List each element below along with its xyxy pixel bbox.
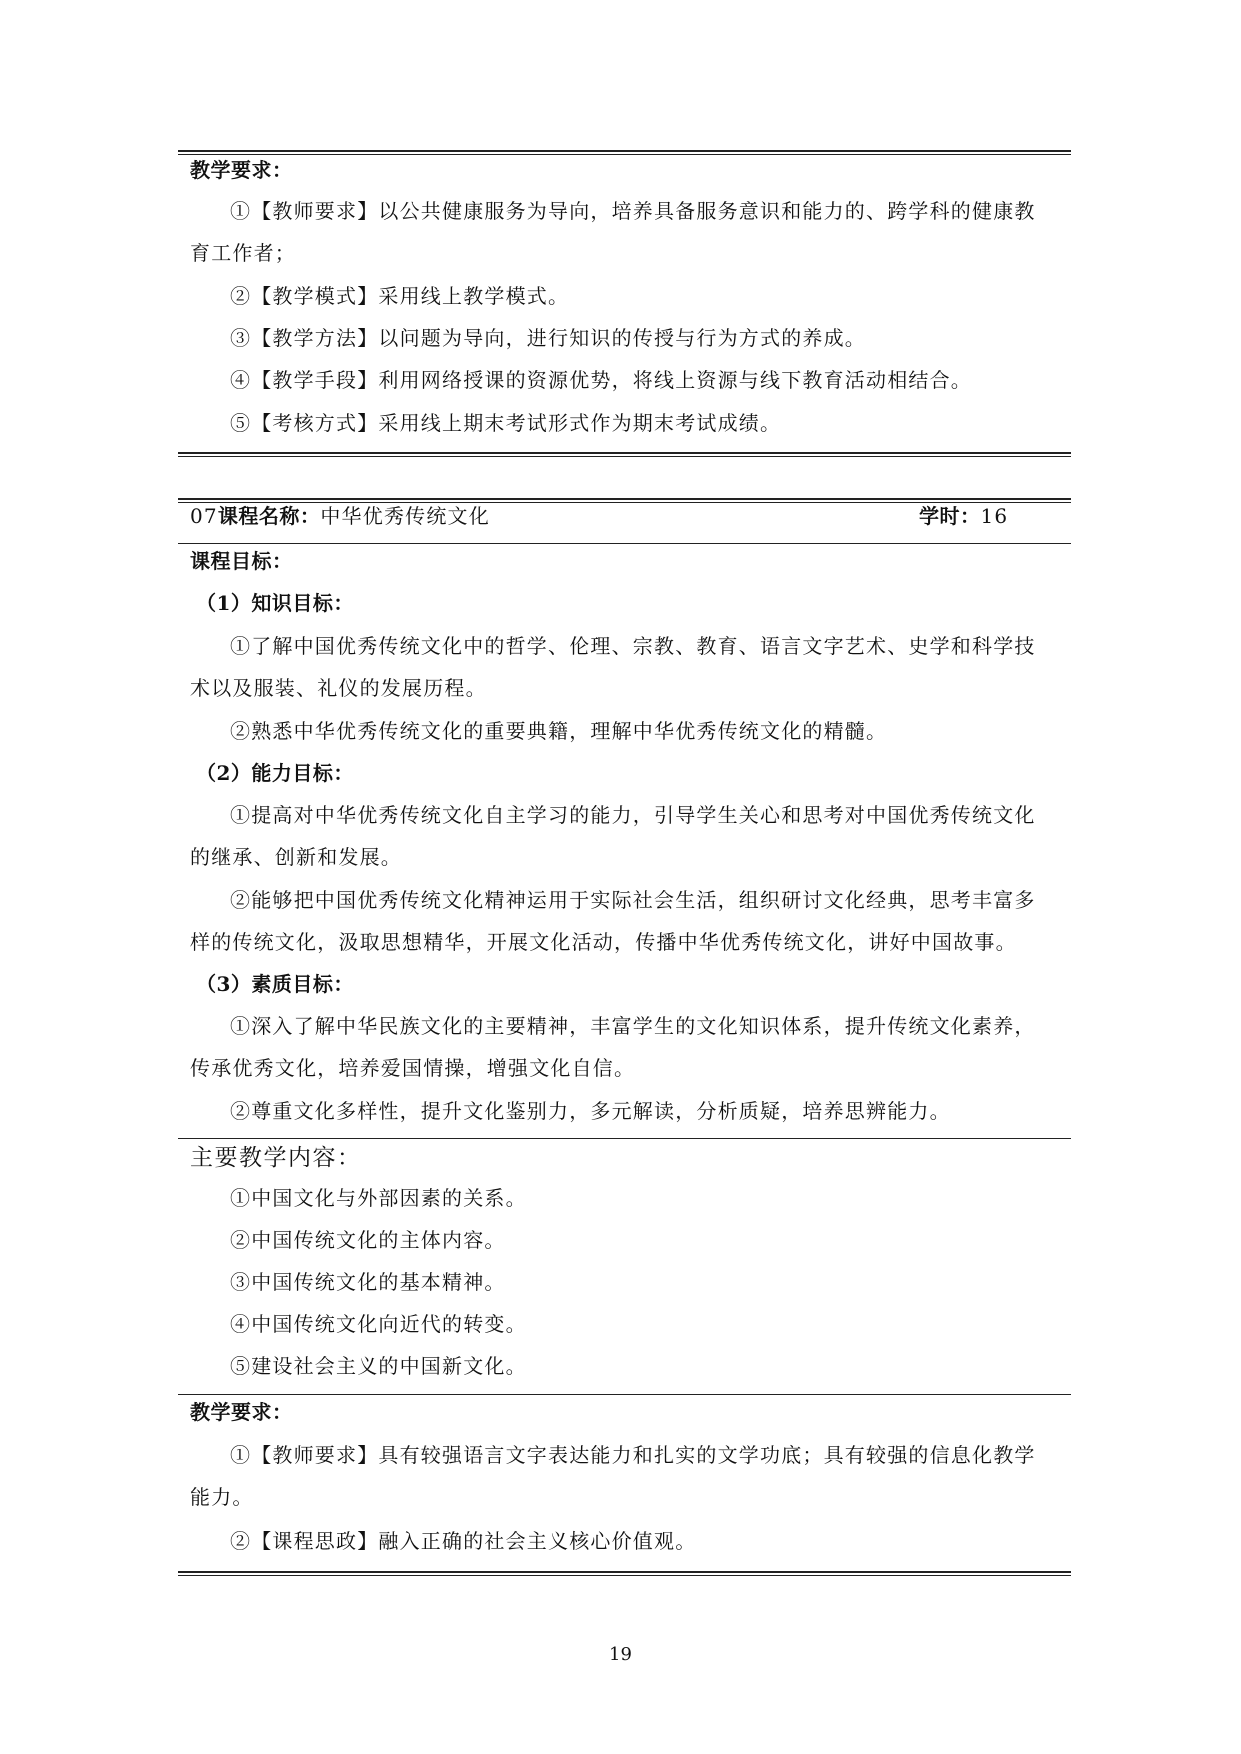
course-requirement-line: ①【教师要求】具有较强语言文字表达能力和扎实的文学功底；具有较强的信息化教学: [230, 1443, 1036, 1467]
content-item: ②中国传统文化的主体内容。: [230, 1228, 506, 1252]
ability-goal-line: ②能够把中国优秀传统文化精神运用于实际社会生活，组织研讨文化经典，思考丰富多: [230, 888, 1036, 912]
row-divider: [178, 1138, 1071, 1139]
course-name: 中华优秀传统文化: [320, 504, 490, 528]
course-hours-label: 学时：: [919, 504, 981, 528]
ability-goal-line: 的继承、创新和发展。: [190, 845, 402, 869]
quality-goals-heading: （3）素质目标：: [196, 972, 354, 996]
course-title-row: [190, 504, 490, 528]
ability-goal-line: 样的传统文化，汲取思想精华，开展文化活动，传播中华优秀传统文化，讲好中国故事。: [190, 930, 1017, 954]
requirement-line: ①【教师要求】以公共健康服务为导向，培养具备服务意识和能力的、跨学科的健康教: [230, 199, 1036, 223]
requirement-line: ②【教学模式】采用线上教学模式。: [230, 284, 570, 308]
course-hours-value: 16: [980, 504, 1009, 528]
course-number: 07: [190, 504, 218, 528]
course-goals-heading: 课程目标：: [190, 549, 293, 573]
row-divider: [178, 543, 1071, 544]
course-table-top-border: [178, 498, 1071, 503]
content-item: ⑤建设社会主义的中国新文化。: [230, 1354, 527, 1378]
requirement-line: ⑤【考核方式】采用线上期末考试形式作为期末考试成绩。: [230, 411, 782, 435]
requirement-line: ④【教学手段】利用网络授课的资源优势，将线上资源与线下教育活动相结合。: [230, 368, 972, 392]
quality-goal-line: ①深入了解中华民族文化的主要精神，丰富学生的文化知识体系，提升传统文化素养，: [230, 1014, 1036, 1038]
knowledge-goal-line: ①了解中国优秀传统文化中的哲学、伦理、宗教、教育、语言文字艺术、史学和科学技: [230, 634, 1036, 658]
requirement-line: ③【教学方法】以问题为导向，进行知识的传授与行为方式的养成。: [230, 326, 866, 350]
page-number: 19: [609, 1644, 632, 1665]
knowledge-goal-line: 术以及服装、礼仪的发展历程。: [190, 676, 487, 700]
row-divider: [178, 1394, 1071, 1395]
course-hours: [919, 504, 1008, 528]
ability-goal-line: ①提高对中华优秀传统文化自主学习的能力，引导学生关心和思考对中国优秀传统文化: [230, 803, 1036, 827]
table-bottom-border: [178, 452, 1071, 457]
teaching-requirements-heading: 教学要求：: [190, 158, 293, 182]
course-requirement-line: 能力。: [190, 1485, 254, 1509]
course-requirement-line: ②【课程思政】融入正确的社会主义核心价值观。: [230, 1529, 697, 1553]
ability-goals-heading: （2）能力目标：: [196, 761, 354, 785]
content-item: ④中国传统文化向近代的转变。: [230, 1312, 527, 1336]
table-top-border: [178, 150, 1071, 155]
content-item: ①中国文化与外部因素的关系。: [230, 1186, 527, 1210]
course-name-label: 课程名称：: [217, 504, 321, 528]
quality-goal-line: ②尊重文化多样性，提升文化鉴别力，多元解读，分析质疑，培养思辨能力。: [230, 1099, 951, 1123]
requirement-line: 育工作者；: [190, 241, 296, 265]
main-content-heading: 主要教学内容：: [190, 1145, 362, 1171]
course-table-bottom-border: [178, 1571, 1071, 1576]
course-requirements-heading: 教学要求：: [190, 1400, 293, 1424]
content-item: ③中国传统文化的基本精神。: [230, 1270, 506, 1294]
knowledge-goals-heading: （1）知识目标：: [196, 591, 354, 615]
knowledge-goal-line: ②熟悉中华优秀传统文化的重要典籍，理解中华优秀传统文化的精髓。: [230, 719, 888, 743]
quality-goal-line: 传承优秀文化，培养爱国情操，增强文化自信。: [190, 1056, 636, 1080]
